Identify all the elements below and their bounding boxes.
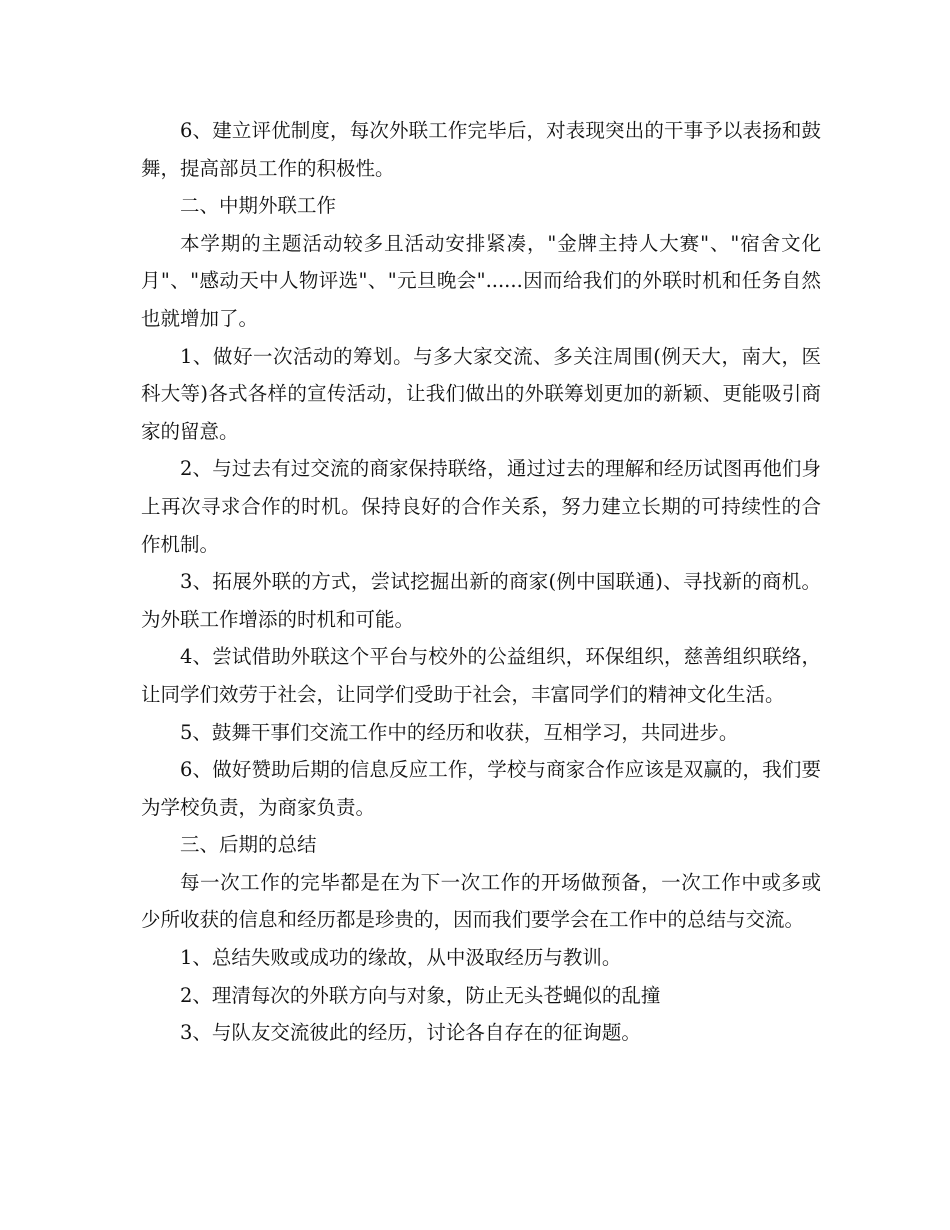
paragraph-item-1-planning: 1、做好一次活动的筹划。与多大家交流、多关注周围(例天大，南大，医科大等)各式各样的宣传活动，让我们做出的外联筹划更加的新颖、更能吸引商家的留意。 (141, 344, 821, 443)
paragraph-item-2-merchants: 2、与过去有过交流的商家保持联络，通过过去的理解和经历试图再他们身上再次寻求合作的时机。保持良好的合作关系，努力建立长期的可持续性的合作机制。 (141, 457, 821, 556)
paragraph-summary-intro: 每一次工作的完毕都是在为下一次工作的开场做预备，一次工作中或多或少所收获的信息和经历都是珍贵的，因而我们要学会在工作中的总结与交流。 (141, 870, 821, 932)
paragraph-semester-activities: 本学期的主题活动较多且活动安排紧凑，"金牌主持人大赛"、"宿舍文化月"、"感动天中人物评选"、"元旦晚会"......因而给我们的外联时机和任务自然也就增加了。 (141, 231, 821, 330)
document-page (141, 112, 821, 1052)
paragraph-evaluation-system: 6、建立评优制度，每次外联工作完毕后，对表现突出的干事予以表扬和鼓舞，提高部员工作的积极性。 (141, 119, 821, 180)
heading-late-summary: 三、后期的总结 (180, 833, 317, 857)
paragraph-summary-item-3: 3、与队友交流彼此的经历，讨论各自存在的征询题。 (180, 1021, 641, 1045)
paragraph-summary-item-2: 2、理清每次的外联方向与对象，防止无头苍蝇似的乱撞 (180, 983, 661, 1007)
paragraph-item-5-encourage: 5、鼓舞干事们交流工作中的经历和收获，互相学习，共同进步。 (180, 720, 739, 744)
paragraph-item-3-expand: 3、拓展外联的方式，尝试挖掘出新的商家(例中国联通)、寻找新的商机。为外联工作增添的时机和可能。 (141, 570, 821, 631)
paragraph-item-6-feedback: 6、做好赞助后期的信息反应工作，学校与商家合作应该是双赢的，我们要为学校负责，为商家负责。 (141, 758, 821, 819)
heading-mid-term: 二、中期外联工作 (180, 194, 337, 218)
paragraph-item-4-charity: 4、尝试借助外联这个平台与校外的公益组织，环保组织，慈善组织联络，让同学们效劳于社会，让同学们受助于社会，丰富同学们的精神文化生活。 (141, 645, 821, 706)
paragraph-summary-item-1: 1、总结失败或成功的缘故，从中汲取经历与教训。 (180, 946, 622, 970)
